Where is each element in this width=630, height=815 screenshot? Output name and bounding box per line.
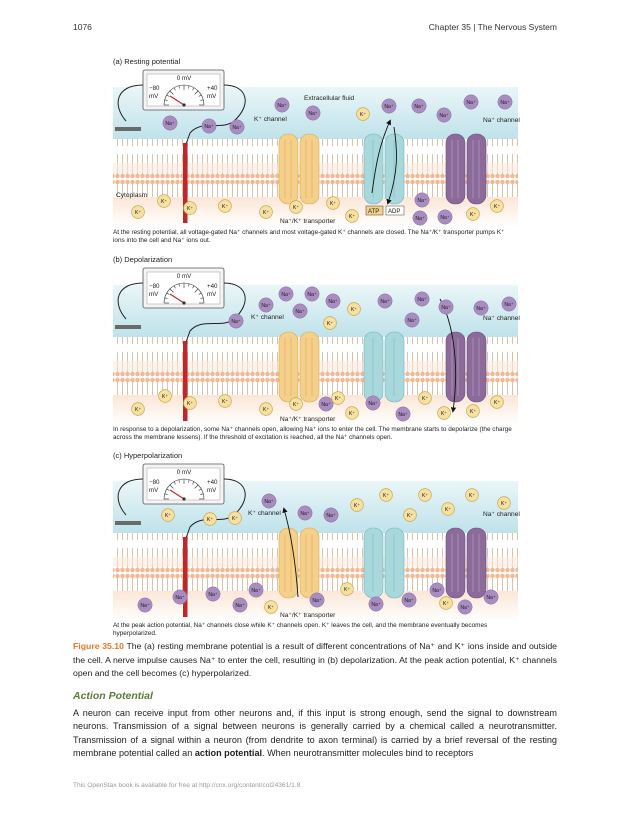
panel-b-caption: In response to a depolarization, some Na⁺ channels open, allowing Na⁺ ions to enter the cell. The membrane starts to depolarize (the charge across the membrane lessens). If the threshold of excitation is reached, all the Na⁺ channels open. xyxy=(113,426,512,442)
na-ion-label: Na⁺ xyxy=(281,292,291,298)
na-ion-label: Na⁺ xyxy=(440,215,450,221)
na-ion-label: Na⁺ xyxy=(398,412,408,418)
k-ion xyxy=(184,202,197,215)
panel-a-diagram xyxy=(113,70,520,227)
k-ion-label: K⁺ xyxy=(468,493,476,499)
k-ion xyxy=(346,210,359,223)
na-ion-label: Na⁺ xyxy=(251,588,261,594)
k-ion xyxy=(332,392,345,405)
na-ion-label: Na⁺ xyxy=(204,124,214,130)
na-ion xyxy=(382,99,396,113)
na-ion xyxy=(249,583,263,597)
na-ion-label: Na⁺ xyxy=(208,592,218,598)
k-ion-label: K⁺ xyxy=(421,493,429,499)
na-ion xyxy=(378,294,392,308)
na-ion xyxy=(310,593,324,607)
na-ion xyxy=(279,287,293,301)
k-ion xyxy=(419,392,432,405)
k-ion-label: K⁺ xyxy=(164,513,172,519)
panel-b-diagram xyxy=(113,268,520,425)
k-ion xyxy=(132,206,145,219)
panel-c-caption: At the peak action potential, Na⁺ channels close while K⁺ channels open. K⁺ leaves the cell, and the membrane eventually becomes hyperpolarized. xyxy=(113,622,488,638)
section-title: Action Potential xyxy=(73,690,153,702)
na-ion-label: Na⁺ xyxy=(277,103,287,109)
na-ion xyxy=(458,600,472,614)
k-ion xyxy=(466,489,479,502)
k-ion-label: K⁺ xyxy=(334,396,342,402)
cytoplasm-label: Cytoplasm xyxy=(116,192,148,199)
meter-unit-right: mV xyxy=(207,93,217,100)
na-ion xyxy=(430,583,444,597)
na-ion xyxy=(230,120,244,134)
k-ion xyxy=(158,195,171,208)
na-ion xyxy=(202,119,216,133)
k-ion xyxy=(351,499,364,512)
k-ion-label: K⁺ xyxy=(326,321,334,327)
na-ion-label: Na⁺ xyxy=(261,303,271,309)
meter-unit-right: mV xyxy=(207,487,217,494)
panel-a-label: (a) Resting potential xyxy=(113,57,181,66)
k-ion xyxy=(419,489,432,502)
na-ion-label: Na⁺ xyxy=(326,513,336,519)
meter-zero-label: 0 mV xyxy=(176,273,192,280)
figure-caption-text: The (a) resting membrane potential is a result of different concentrations of Na⁺ and K⁺ ions inside and outside the cell. A nerve impulse causes Na⁺ to enter the cell, resulting in (b) depolarization. At the peak action potential, K⁺ channels open and the cell becomes (c) hyperpolarized. xyxy=(73,641,557,679)
na-ion-label: Na⁺ xyxy=(368,401,378,407)
na-ion-label: Na⁺ xyxy=(504,302,514,308)
na-ion-label: Na⁺ xyxy=(415,216,425,222)
meter-max-label: +40 xyxy=(207,85,218,92)
meter-unit-right: mV xyxy=(207,291,217,298)
body-paragraph: A neuron can receive input from other neurons and, if this input is strong enough, send the signal to downstream neurons. Transmission of a signal between neurons is generally carried by a chemical called a neurotransmitter. Transmission of a signal within a neuron (from dendrite to axon terminal) is carried by a brief reversal of the resting membrane potential called an action potential. When neurotransmitter molecules bind to receptors xyxy=(73,708,557,759)
na-ion xyxy=(305,287,319,301)
k-ion-label: K⁺ xyxy=(350,307,358,313)
k-ion xyxy=(440,597,453,610)
k-ion-label: K⁺ xyxy=(134,210,142,216)
k-ion xyxy=(204,513,217,526)
na-ion xyxy=(369,597,383,611)
na-ion xyxy=(474,301,488,315)
k-ion-label: K⁺ xyxy=(406,513,414,519)
figure-number: Figure 35.10 xyxy=(73,641,124,651)
na-ion xyxy=(326,294,340,308)
k-ion-label: K⁺ xyxy=(348,411,356,417)
k-ion-label: K⁺ xyxy=(493,400,501,406)
transporter-label: Na⁺/K⁺ transporter xyxy=(280,218,336,225)
na-channel-label: Na⁺ channel xyxy=(483,315,520,322)
na-ion-label: Na⁺ xyxy=(476,306,486,312)
k-ion xyxy=(219,395,232,408)
meter-unit-left: mV xyxy=(149,291,159,298)
k-ion xyxy=(498,497,511,510)
na-ion xyxy=(163,116,177,130)
k-ion-label: K⁺ xyxy=(421,396,429,402)
na-ion-label: Na⁺ xyxy=(140,603,150,609)
na-ion xyxy=(293,304,307,318)
na-ion-label: Na⁺ xyxy=(264,499,274,505)
k-ion-label: K⁺ xyxy=(343,587,351,593)
na-ion-label: Na⁺ xyxy=(232,125,242,131)
meter-max-label: +40 xyxy=(207,283,218,290)
na-ion xyxy=(415,193,429,207)
na-ion xyxy=(415,292,429,306)
na-ion-label: Na⁺ xyxy=(439,113,449,119)
na-ion-label: Na⁺ xyxy=(165,121,175,127)
k-ion-label: K⁺ xyxy=(382,493,390,499)
reference-electrode xyxy=(115,127,141,131)
meter-unit-left: mV xyxy=(149,93,159,100)
na-ion xyxy=(206,587,220,601)
k-ion-label: K⁺ xyxy=(206,517,214,523)
meter-min-label: −80 xyxy=(149,283,160,290)
na-ion-label: Na⁺ xyxy=(295,309,305,315)
extracellular-label: Extracellular fluid xyxy=(304,95,355,102)
na-ion xyxy=(413,211,427,225)
na-ion xyxy=(233,598,247,612)
na-ion-label: Na⁺ xyxy=(300,511,310,517)
panel-c-diagram xyxy=(113,464,520,621)
na-ion-label: Na⁺ xyxy=(328,299,338,305)
k-ion xyxy=(467,405,480,418)
reference-electrode xyxy=(115,325,141,329)
na-ion-label: Na⁺ xyxy=(414,104,424,110)
meter-zero-label: 0 mV xyxy=(176,75,192,82)
k-ion xyxy=(341,583,354,596)
k-ion-label: K⁺ xyxy=(469,409,477,415)
na-ion xyxy=(439,300,453,314)
na-ion-label: Na⁺ xyxy=(231,319,241,325)
k-ion-label: K⁺ xyxy=(292,402,300,408)
na-ion xyxy=(259,298,273,312)
k-ion xyxy=(491,396,504,409)
na-ion xyxy=(405,313,419,327)
na-ion xyxy=(138,598,152,612)
k-channel-label: K⁺ channel xyxy=(254,116,287,123)
k-ion xyxy=(327,197,340,210)
term-action-potential: action potential xyxy=(194,748,263,759)
atp-label: ATP xyxy=(368,209,380,215)
na-ion-label: Na⁺ xyxy=(460,605,470,611)
recording-electrode xyxy=(183,537,188,617)
footer-note: This OpenStax book is available for free at http://cnx.org/content/col24361/1.8 xyxy=(73,782,301,789)
adp-label: ADP xyxy=(388,209,401,215)
k-ion-label: K⁺ xyxy=(440,411,448,417)
k-channel-label: K⁺ channel xyxy=(251,314,284,321)
k-ion xyxy=(380,489,393,502)
k-ion-label: K⁺ xyxy=(161,394,169,400)
na-ion xyxy=(306,106,320,120)
meter-zero-label: 0 mV xyxy=(176,469,192,476)
k-ion xyxy=(290,398,303,411)
k-ion-label: K⁺ xyxy=(444,507,452,513)
na-channel-label: Na⁺ channel xyxy=(483,511,520,518)
na-ion xyxy=(229,314,243,328)
meter-min-label: −80 xyxy=(149,479,160,486)
k-ion xyxy=(404,509,417,522)
na-ion xyxy=(438,210,452,224)
k-ion-label: K⁺ xyxy=(221,399,229,405)
na-ion xyxy=(437,108,451,122)
na-ion-label: Na⁺ xyxy=(384,104,394,110)
na-ion-label: Na⁺ xyxy=(500,100,510,106)
na-ion-label: Na⁺ xyxy=(432,588,442,594)
na-ion xyxy=(498,95,512,109)
na-ion xyxy=(484,590,498,604)
k-ion-label: K⁺ xyxy=(160,199,168,205)
k-ion-label: K⁺ xyxy=(262,210,270,216)
na-ion-label: Na⁺ xyxy=(441,305,451,311)
na-ion-label: Na⁺ xyxy=(380,299,390,305)
na-ion-label: Na⁺ xyxy=(407,318,417,324)
page-number: 1076 xyxy=(73,22,92,32)
k-ion xyxy=(159,390,172,403)
na-ion xyxy=(396,407,410,421)
k-ion xyxy=(467,208,480,221)
k-ion-label: K⁺ xyxy=(134,407,142,413)
k-ion xyxy=(438,407,451,420)
transporter-label: Na⁺/K⁺ transporter xyxy=(280,416,336,423)
na-ion xyxy=(502,297,516,311)
na-ion xyxy=(262,494,276,508)
na-ion-label: Na⁺ xyxy=(404,598,414,604)
k-ion-label: K⁺ xyxy=(231,516,239,522)
na-ion xyxy=(319,397,333,411)
na-channel-label: Na⁺ channel xyxy=(483,117,520,124)
k-ion xyxy=(491,200,504,213)
k-ion-label: K⁺ xyxy=(262,407,270,413)
panel-b-label: (b) Depolarization xyxy=(113,255,173,264)
k-ion-label: K⁺ xyxy=(353,503,361,509)
k-ion xyxy=(219,200,232,213)
k-ion-label: K⁺ xyxy=(221,204,229,210)
na-ion xyxy=(402,593,416,607)
na-ion xyxy=(275,98,289,112)
na-ion xyxy=(298,506,312,520)
na-ion xyxy=(324,508,338,522)
k-ion-label: K⁺ xyxy=(348,214,356,220)
na-ion-label: Na⁺ xyxy=(417,297,427,303)
na-ion-label: Na⁺ xyxy=(312,598,322,604)
chapter-title: Chapter 35 | The Nervous System xyxy=(428,22,557,32)
k-ion-label: K⁺ xyxy=(292,205,300,211)
figure-caption xyxy=(73,640,557,681)
na-ion xyxy=(412,99,426,113)
na-ion-label: Na⁺ xyxy=(175,595,185,601)
meter-min-label: −80 xyxy=(149,85,160,92)
k-ion-label: K⁺ xyxy=(500,501,508,507)
na-ion-label: Na⁺ xyxy=(235,603,245,609)
meter-max-label: +40 xyxy=(207,479,218,486)
k-ion-label: K⁺ xyxy=(329,201,337,207)
meter-unit-left: mV xyxy=(149,487,159,494)
k-ion-label: K⁺ xyxy=(186,401,194,407)
k-ion xyxy=(265,601,278,614)
na-ion-label: Na⁺ xyxy=(417,198,427,204)
k-ion xyxy=(357,108,370,121)
k-ion xyxy=(348,303,361,316)
k-ion xyxy=(290,201,303,214)
k-ion xyxy=(324,317,337,330)
k-ion-label: K⁺ xyxy=(442,601,450,607)
k-ion-label: K⁺ xyxy=(186,206,194,212)
na-ion-label: Na⁺ xyxy=(486,595,496,601)
na-ion xyxy=(464,95,478,109)
transporter-label: Na⁺/K⁺ transporter xyxy=(280,612,336,619)
panel-a-caption: At the resting potential, all voltage-gated Na⁺ channels and most voltage-gated K⁺ channels are closed. The Na⁺/K⁺ transporter pumps K⁺ ions into the cell and Na⁺ ions out. xyxy=(113,229,505,245)
k-ion-label: K⁺ xyxy=(359,112,367,118)
recording-electrode xyxy=(183,341,188,421)
k-ion xyxy=(132,403,145,416)
na-ion-label: Na⁺ xyxy=(307,292,317,298)
reference-electrode xyxy=(115,521,141,525)
na-ion xyxy=(366,396,380,410)
k-ion-label: K⁺ xyxy=(493,204,501,210)
panel-c-label: (c) Hyperpolarization xyxy=(113,451,183,460)
k-ion xyxy=(260,403,273,416)
na-ion-label: Na⁺ xyxy=(308,111,318,117)
na-ion xyxy=(173,590,187,604)
k-ion xyxy=(260,206,273,219)
k-ion xyxy=(442,503,455,516)
k-channel-label: K⁺ channel xyxy=(248,510,281,517)
k-ion-label: K⁺ xyxy=(267,605,275,611)
k-ion-label: K⁺ xyxy=(469,212,477,218)
k-ion xyxy=(162,509,175,522)
na-ion-label: Na⁺ xyxy=(466,100,476,106)
k-ion xyxy=(229,512,242,525)
na-ion-label: Na⁺ xyxy=(371,602,381,608)
k-ion xyxy=(184,397,197,410)
na-ion-label: Na⁺ xyxy=(321,402,331,408)
k-ion xyxy=(346,407,359,420)
